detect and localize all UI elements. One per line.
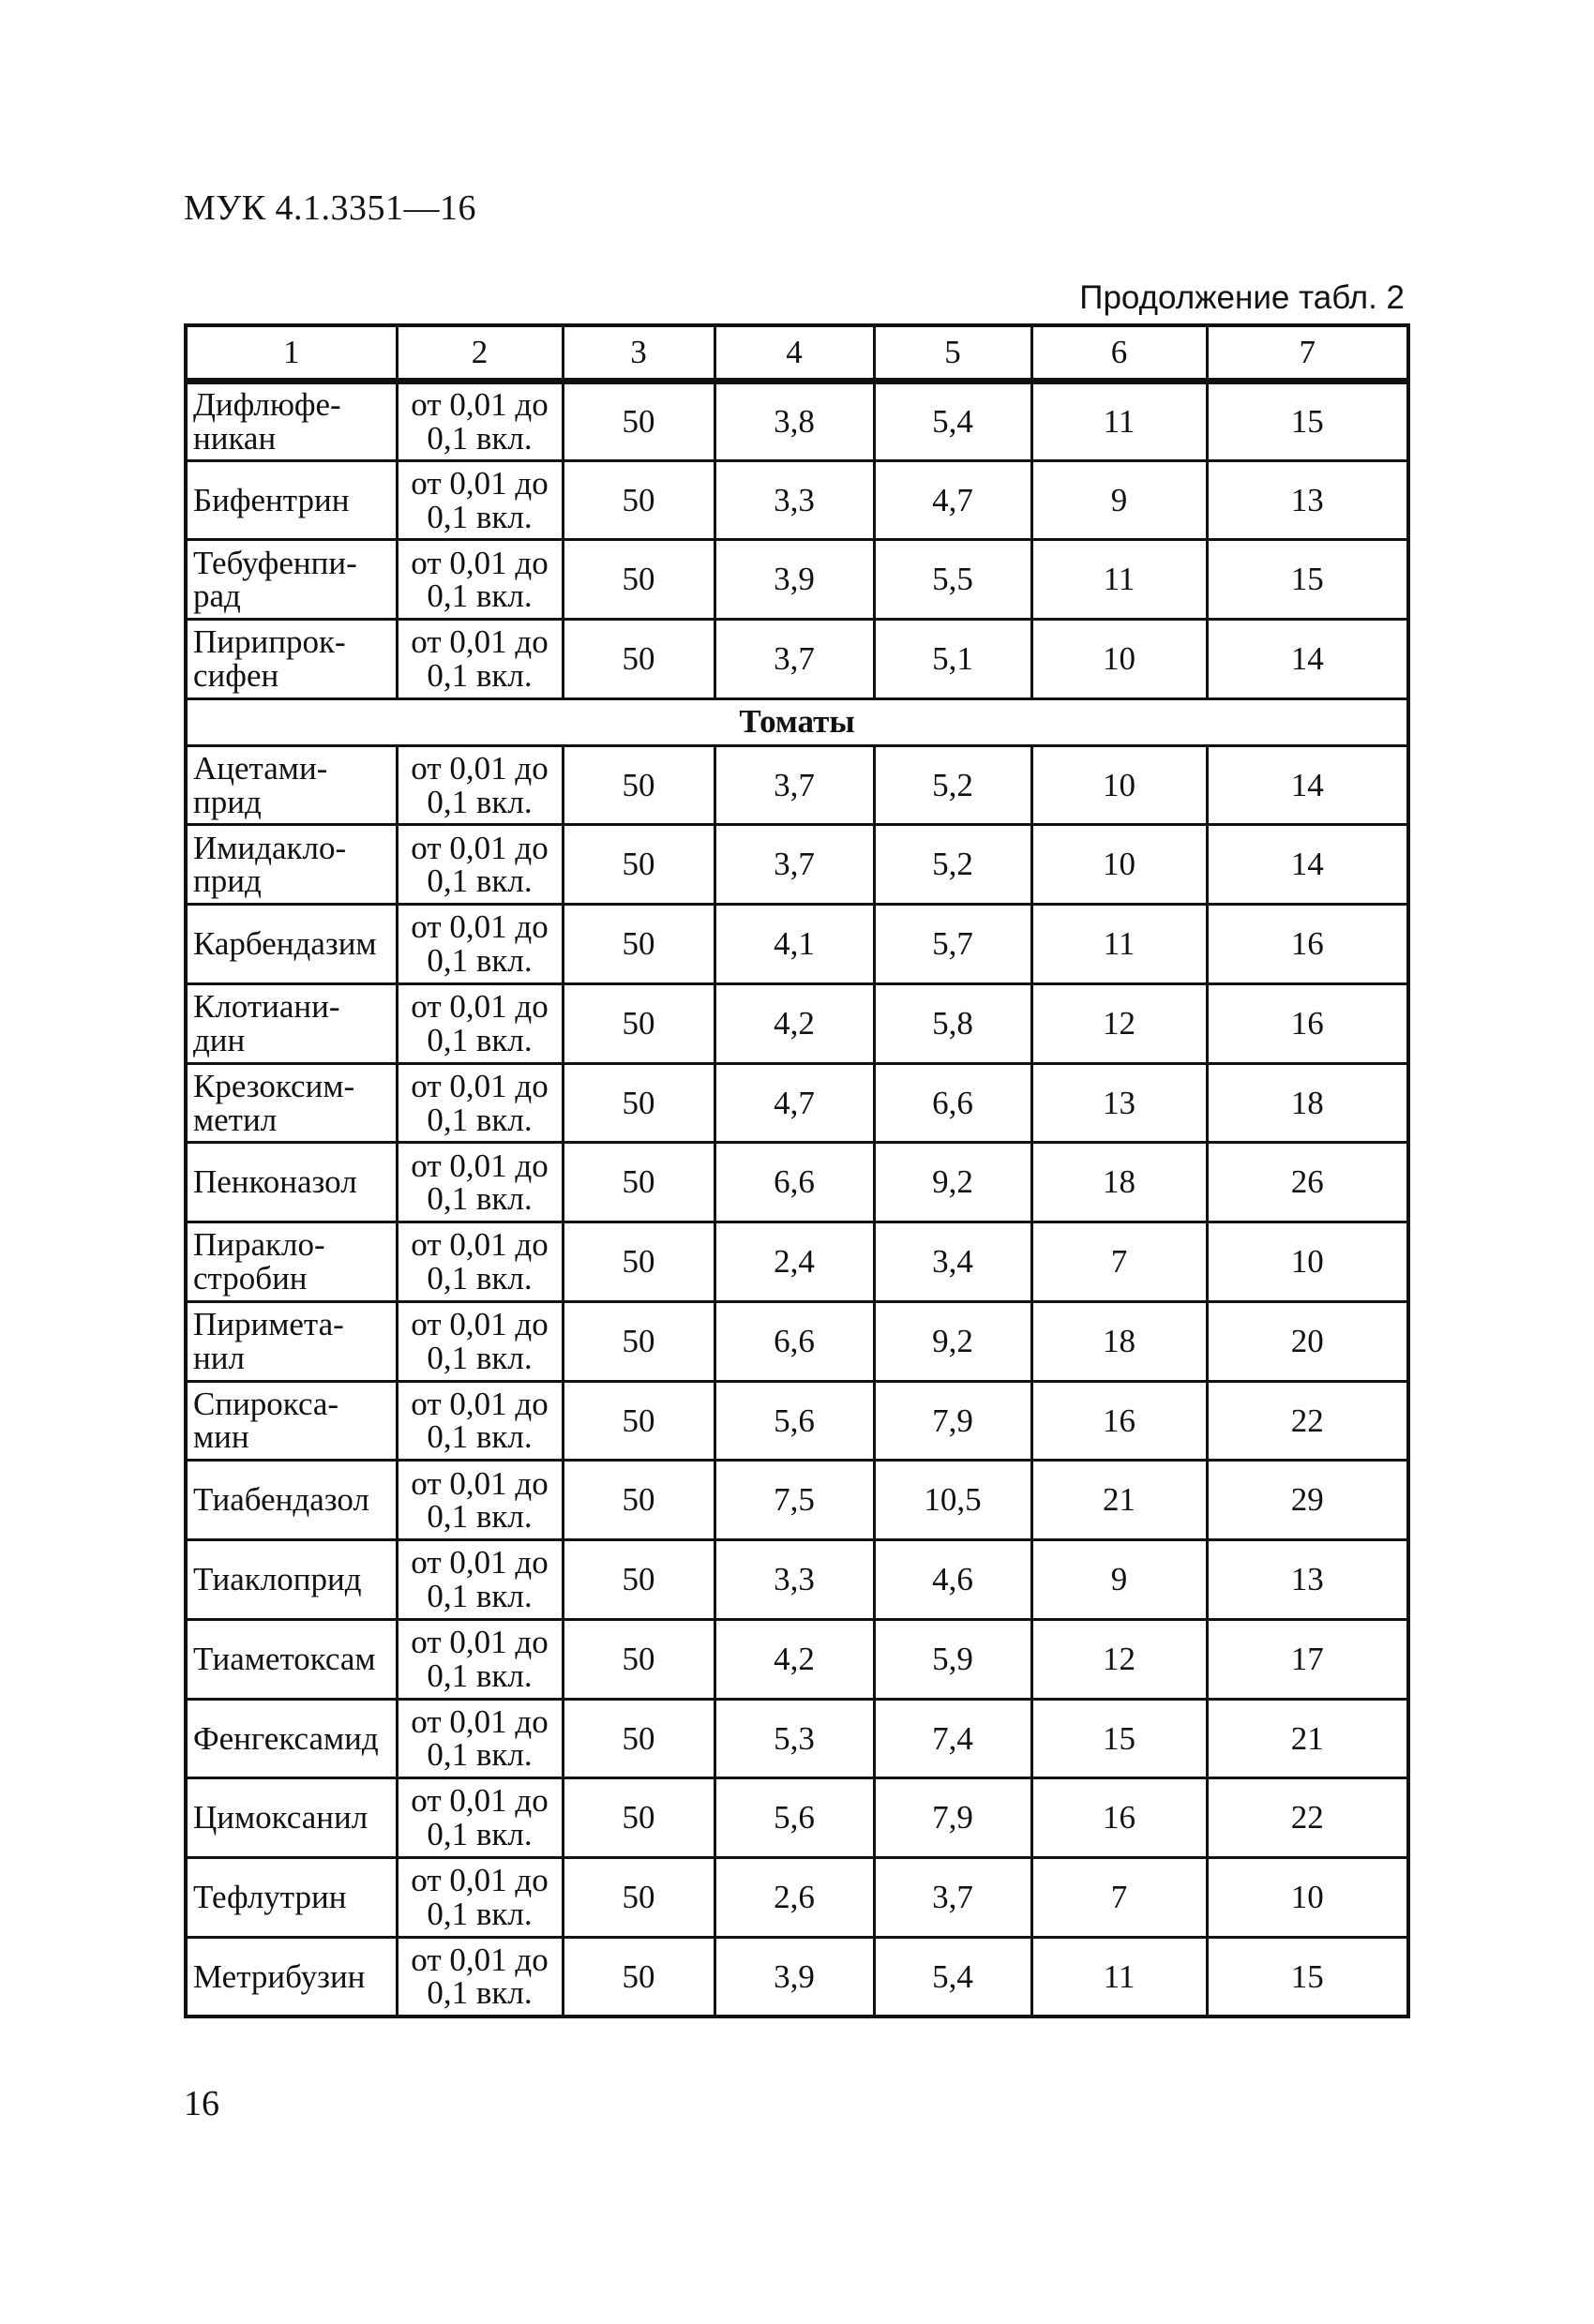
table-caption: Продолжение табл. 2 [1079,279,1405,316]
cell-col-7: 16 [1207,983,1408,1063]
substance-name: Тебуфенпи- рад [186,540,397,620]
cell-col-7: 10 [1207,1858,1408,1938]
column-header-1: 1 [186,325,397,382]
concentration-range: от 0,01 до 0,1 вкл. [397,1858,563,1938]
cell-col-5: 5,8 [874,983,1031,1063]
cell-col-7: 13 [1207,460,1408,540]
cell-col-7: 14 [1207,745,1408,825]
table-row [186,1461,1408,1540]
substance-name: Цимоксанил [186,1778,397,1858]
cell-col-3: 50 [563,905,714,984]
table-row [186,1540,1408,1620]
cell-col-5: 3,4 [874,1222,1031,1302]
cell-col-3: 50 [563,1858,714,1938]
cell-col-4: 3,9 [714,1937,874,2017]
cell-col-4: 3,7 [714,620,874,699]
concentration-range: от 0,01 до 0,1 вкл. [397,1937,563,2017]
cell-col-6: 12 [1031,983,1207,1063]
cell-col-4: 3,3 [714,1540,874,1620]
cell-col-3: 50 [563,540,714,620]
cell-col-3: 50 [563,983,714,1063]
substance-name: Клотиани- дин [186,983,397,1063]
column-header-6: 6 [1031,325,1207,382]
concentration-range: от 0,01 до 0,1 вкл. [397,1619,563,1699]
cell-col-4: 2,4 [714,1222,874,1302]
table-row [186,1063,1408,1143]
cell-col-5: 5,2 [874,825,1031,905]
cell-col-3: 50 [563,382,714,461]
cell-col-4: 3,3 [714,460,874,540]
cell-col-5: 9,2 [874,1301,1031,1381]
table-body [186,382,1408,2017]
substance-name: Крезоксим- метил [186,1063,397,1143]
substance-name: Ацетами- прид [186,745,397,825]
cell-col-3: 50 [563,1540,714,1620]
cell-col-6: 12 [1031,1619,1207,1699]
cell-col-4: 5,6 [714,1778,874,1858]
concentration-range: от 0,01 до 0,1 вкл. [397,1381,563,1461]
cell-col-6: 15 [1031,1699,1207,1778]
table-row [186,825,1408,905]
cell-col-3: 50 [563,1063,714,1143]
cell-col-6: 16 [1031,1778,1207,1858]
section-row [186,698,1408,745]
table-row [186,1778,1408,1858]
concentration-range: от 0,01 до 0,1 вкл. [397,983,563,1063]
concentration-range: от 0,01 до 0,1 вкл. [397,1301,563,1381]
cell-col-3: 50 [563,1381,714,1461]
cell-col-7: 26 [1207,1143,1408,1222]
cell-col-3: 50 [563,1699,714,1778]
concentration-range: от 0,01 до 0,1 вкл. [397,1222,563,1302]
substance-name: Тефлутрин [186,1858,397,1938]
substance-name: Спирокса- мин [186,1381,397,1461]
cell-col-3: 50 [563,1301,714,1381]
concentration-range: от 0,01 до 0,1 вкл. [397,825,563,905]
cell-col-4: 4,2 [714,983,874,1063]
cell-col-7: 15 [1207,1937,1408,2017]
header-row [186,325,1408,382]
page-number: 16 [184,2084,219,2123]
cell-col-4: 5,6 [714,1381,874,1461]
cell-col-3: 50 [563,1937,714,2017]
concentration-range: от 0,01 до 0,1 вкл. [397,540,563,620]
concentration-range: от 0,01 до 0,1 вкл. [397,905,563,984]
cell-col-6: 18 [1031,1301,1207,1381]
cell-col-6: 9 [1031,460,1207,540]
table-row [186,540,1408,620]
cell-col-3: 50 [563,1461,714,1540]
cell-col-4: 3,8 [714,382,874,461]
cell-col-4: 4,2 [714,1619,874,1699]
cell-col-7: 21 [1207,1699,1408,1778]
table-row [186,1222,1408,1302]
cell-col-7: 14 [1207,620,1408,699]
concentration-range: от 0,01 до 0,1 вкл. [397,1461,563,1540]
cell-col-6: 10 [1031,825,1207,905]
document-code: МУК 4.1.3351—16 [184,188,477,228]
cell-col-7: 22 [1207,1778,1408,1858]
cell-col-7: 29 [1207,1461,1408,1540]
cell-col-5: 5,2 [874,745,1031,825]
column-header-3: 3 [563,325,714,382]
cell-col-5: 5,4 [874,382,1031,461]
cell-col-7: 14 [1207,825,1408,905]
table-row [186,905,1408,984]
concentration-range: от 0,01 до 0,1 вкл. [397,460,563,540]
cell-col-4: 3,7 [714,745,874,825]
cell-col-3: 50 [563,825,714,905]
cell-col-4: 6,6 [714,1301,874,1381]
cell-col-7: 17 [1207,1619,1408,1699]
cell-col-6: 11 [1031,905,1207,984]
cell-col-6: 10 [1031,620,1207,699]
cell-col-4: 4,1 [714,905,874,984]
substance-name: Тиабендазол [186,1461,397,1540]
cell-col-6: 16 [1031,1381,1207,1461]
cell-col-6: 11 [1031,540,1207,620]
cell-col-6: 18 [1031,1143,1207,1222]
section-title: Томаты [186,698,1408,745]
cell-col-6: 10 [1031,745,1207,825]
cell-col-4: 4,7 [714,1063,874,1143]
substance-name: Дифлюфе- никан [186,382,397,461]
substance-name: Пиракло- стробин [186,1222,397,1302]
cell-col-4: 3,9 [714,540,874,620]
substance-name: Карбендазим [186,905,397,984]
table-row [186,983,1408,1063]
cell-col-7: 18 [1207,1063,1408,1143]
table-row [186,1143,1408,1222]
table-row [186,382,1408,461]
cell-col-6: 9 [1031,1540,1207,1620]
table-row [186,1858,1408,1938]
cell-col-4: 5,3 [714,1699,874,1778]
substance-name: Пиримета- нил [186,1301,397,1381]
cell-col-5: 6,6 [874,1063,1031,1143]
cell-col-4: 3,7 [714,825,874,905]
concentration-range: от 0,01 до 0,1 вкл. [397,1778,563,1858]
concentration-range: от 0,01 до 0,1 вкл. [397,1143,563,1222]
cell-col-5: 5,4 [874,1937,1031,2017]
cell-col-5: 9,2 [874,1143,1031,1222]
data-table [184,323,1410,2018]
substance-name: Имидакло- прид [186,825,397,905]
table-header [186,325,1408,382]
cell-col-5: 7,9 [874,1381,1031,1461]
concentration-range: от 0,01 до 0,1 вкл. [397,1540,563,1620]
substance-name: Тиаклоприд [186,1540,397,1620]
cell-col-6: 11 [1031,1937,1207,2017]
cell-col-7: 15 [1207,382,1408,461]
substance-name: Тиаметоксам [186,1619,397,1699]
column-header-2: 2 [397,325,563,382]
cell-col-7: 10 [1207,1222,1408,1302]
cell-col-5: 5,1 [874,620,1031,699]
cell-col-3: 50 [563,460,714,540]
cell-col-5: 4,6 [874,1540,1031,1620]
cell-col-7: 13 [1207,1540,1408,1620]
concentration-range: от 0,01 до 0,1 вкл. [397,382,563,461]
cell-col-6: 13 [1031,1063,1207,1143]
concentration-range: от 0,01 до 0,1 вкл. [397,620,563,699]
cell-col-6: 7 [1031,1222,1207,1302]
column-header-4: 4 [714,325,874,382]
table-row [186,460,1408,540]
cell-col-7: 15 [1207,540,1408,620]
cell-col-5: 3,7 [874,1858,1031,1938]
cell-col-5: 10,5 [874,1461,1031,1540]
cell-col-3: 50 [563,1778,714,1858]
substance-name: Пенконазол [186,1143,397,1222]
table-row [186,1301,1408,1381]
table-row [186,1699,1408,1778]
substance-name: Бифентрин [186,460,397,540]
cell-col-6: 11 [1031,382,1207,461]
concentration-range: от 0,01 до 0,1 вкл. [397,745,563,825]
concentration-range: от 0,01 до 0,1 вкл. [397,1699,563,1778]
cell-col-5: 5,9 [874,1619,1031,1699]
cell-col-3: 50 [563,1143,714,1222]
cell-col-3: 50 [563,620,714,699]
cell-col-7: 22 [1207,1381,1408,1461]
cell-col-6: 7 [1031,1858,1207,1938]
cell-col-7: 20 [1207,1301,1408,1381]
cell-col-4: 7,5 [714,1461,874,1540]
table-row [186,1381,1408,1461]
concentration-range: от 0,01 до 0,1 вкл. [397,1063,563,1143]
cell-col-4: 6,6 [714,1143,874,1222]
cell-col-5: 5,7 [874,905,1031,984]
cell-col-6: 21 [1031,1461,1207,1540]
cell-col-5: 4,7 [874,460,1031,540]
cell-col-7: 16 [1207,905,1408,984]
substance-name: Фенгексамид [186,1699,397,1778]
cell-col-4: 2,6 [714,1858,874,1938]
cell-col-5: 7,9 [874,1778,1031,1858]
cell-col-3: 50 [563,1619,714,1699]
substance-name: Метрибузин [186,1937,397,2017]
cell-col-3: 50 [563,1222,714,1302]
table-row [186,1937,1408,2017]
table-row [186,1619,1408,1699]
table-row [186,745,1408,825]
substance-name: Пирипрок- сифен [186,620,397,699]
column-header-7: 7 [1207,325,1408,382]
cell-col-5: 7,4 [874,1699,1031,1778]
column-header-5: 5 [874,325,1031,382]
cell-col-5: 5,5 [874,540,1031,620]
table-row [186,620,1408,699]
cell-col-3: 50 [563,745,714,825]
